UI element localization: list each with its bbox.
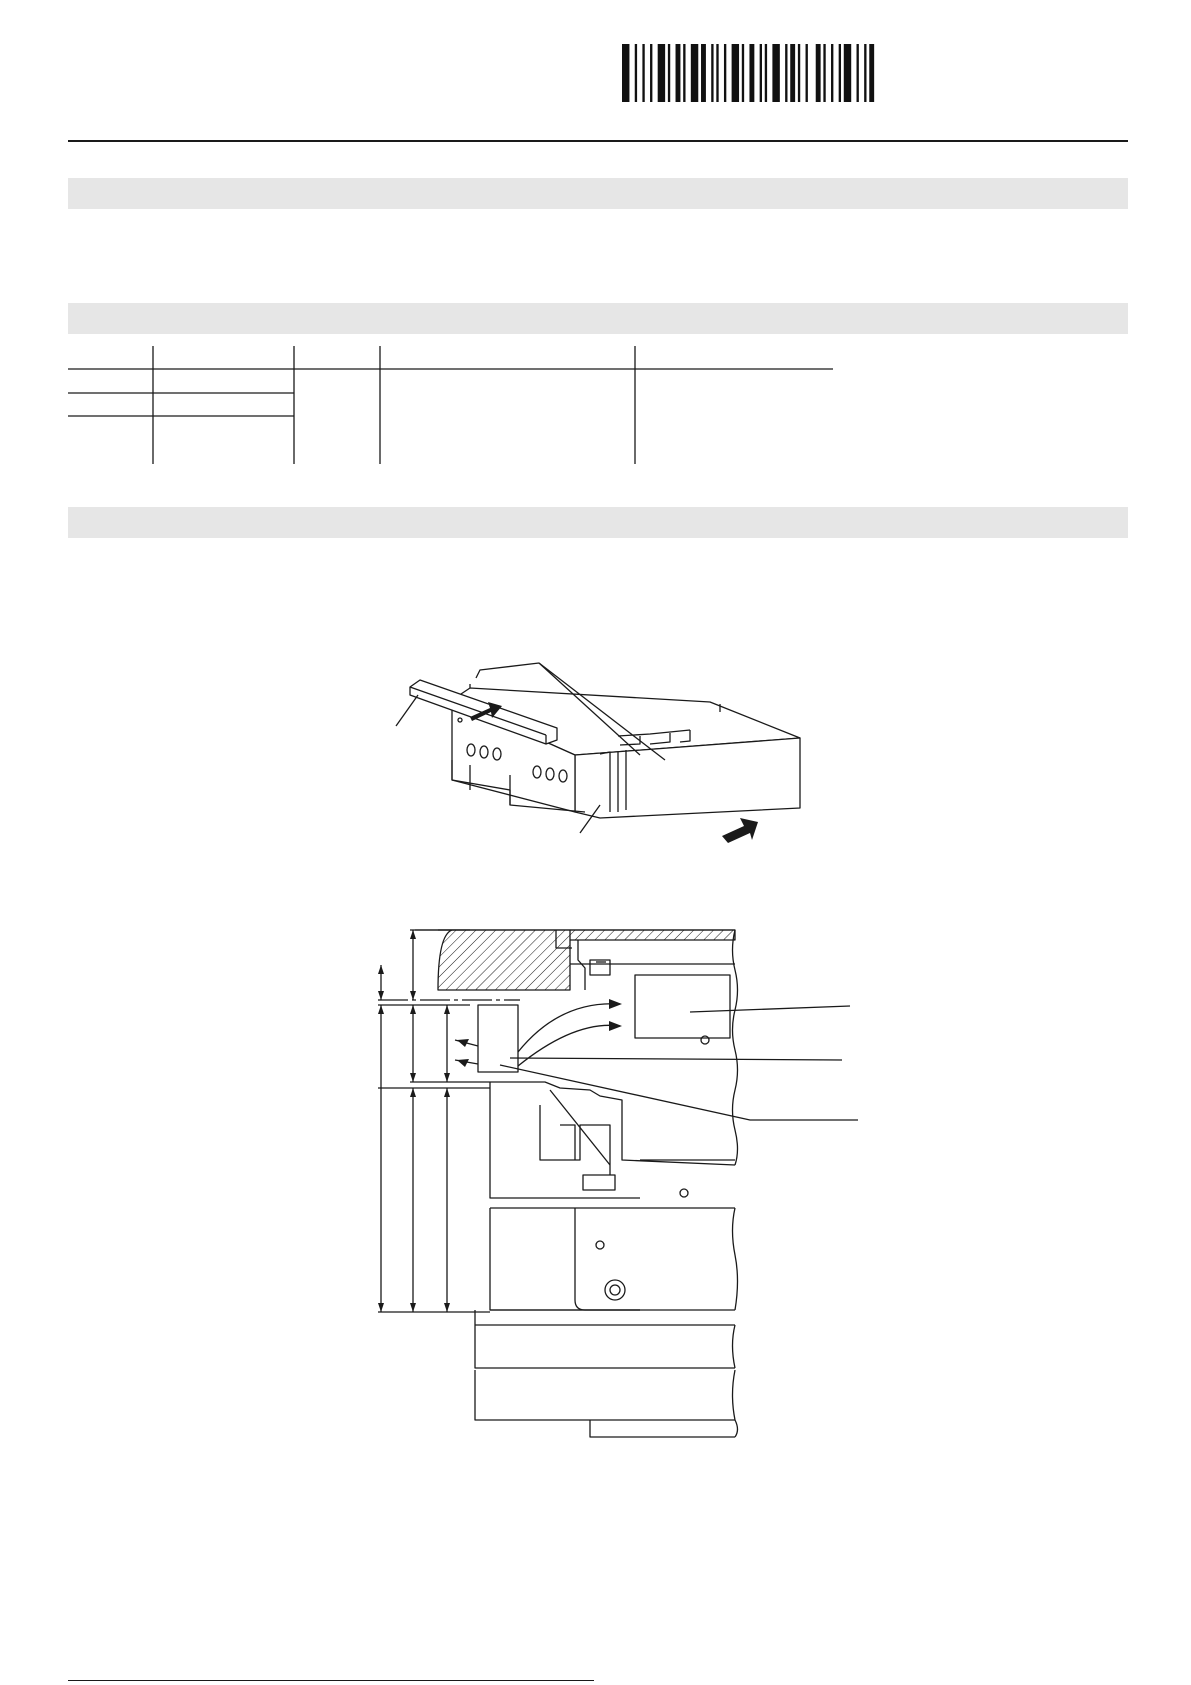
break-line	[735, 1420, 738, 1437]
barcode-bar	[857, 44, 859, 102]
barcode-bar	[650, 44, 652, 102]
barcode-bar	[823, 44, 825, 102]
barcode-bar	[864, 44, 866, 102]
barcode-bar	[676, 44, 681, 102]
callout-leader	[510, 1058, 842, 1060]
push-arrow-icon	[722, 818, 758, 843]
break-line	[733, 930, 738, 1165]
barcode-bar	[635, 44, 637, 102]
figure-isometric	[380, 640, 810, 860]
barcode-bar	[716, 44, 718, 102]
section-band-1	[68, 178, 1128, 209]
figure-cross-section	[360, 920, 880, 1440]
cable-arrowheads	[457, 999, 622, 1067]
cable	[518, 1004, 620, 1052]
barcode-bar	[798, 44, 800, 102]
break-line	[733, 1208, 738, 1310]
device-outline	[478, 1005, 518, 1072]
barcode-bar	[749, 44, 754, 102]
callout-leader	[476, 663, 539, 678]
barcode-bar	[816, 44, 821, 102]
barcode-bar	[742, 44, 744, 102]
barcode-bar	[785, 44, 787, 102]
header-rule	[68, 140, 1128, 142]
cable	[518, 1025, 620, 1066]
break-line	[733, 1325, 736, 1368]
spec-table	[0, 340, 1191, 470]
barcode	[622, 44, 882, 102]
barcode-bar	[691, 44, 698, 102]
barcode-bar	[772, 44, 779, 102]
barcode-bar	[765, 44, 767, 102]
device-base	[490, 1082, 735, 1165]
barcode-bar	[760, 44, 762, 102]
top-skin	[570, 930, 735, 940]
section-band-3	[68, 507, 1128, 538]
barcode-bar	[683, 44, 685, 102]
barcode-bar	[869, 44, 874, 102]
barcode-bar	[668, 44, 670, 102]
callout-leader	[500, 1065, 858, 1120]
module-box	[635, 975, 730, 1038]
footer-rule	[68, 1680, 594, 1681]
callout-leader	[396, 695, 418, 726]
barcode-bar	[732, 44, 739, 102]
barcode-bar	[831, 44, 833, 102]
barcode-graphic	[622, 44, 882, 102]
barcode-bar	[839, 44, 841, 102]
section-band-2	[68, 303, 1128, 334]
barcode-bar	[658, 44, 665, 102]
break-line	[733, 1370, 736, 1420]
barcode-bar	[806, 44, 808, 102]
barcode-bar	[844, 44, 851, 102]
barcode-bar	[790, 44, 795, 102]
barcode-bar	[701, 44, 706, 102]
barcode-bar	[711, 44, 713, 102]
barcode-bar	[724, 44, 726, 102]
barcode-bar	[622, 44, 629, 102]
top-plate-section	[438, 930, 570, 990]
barcode-bar	[642, 44, 644, 102]
